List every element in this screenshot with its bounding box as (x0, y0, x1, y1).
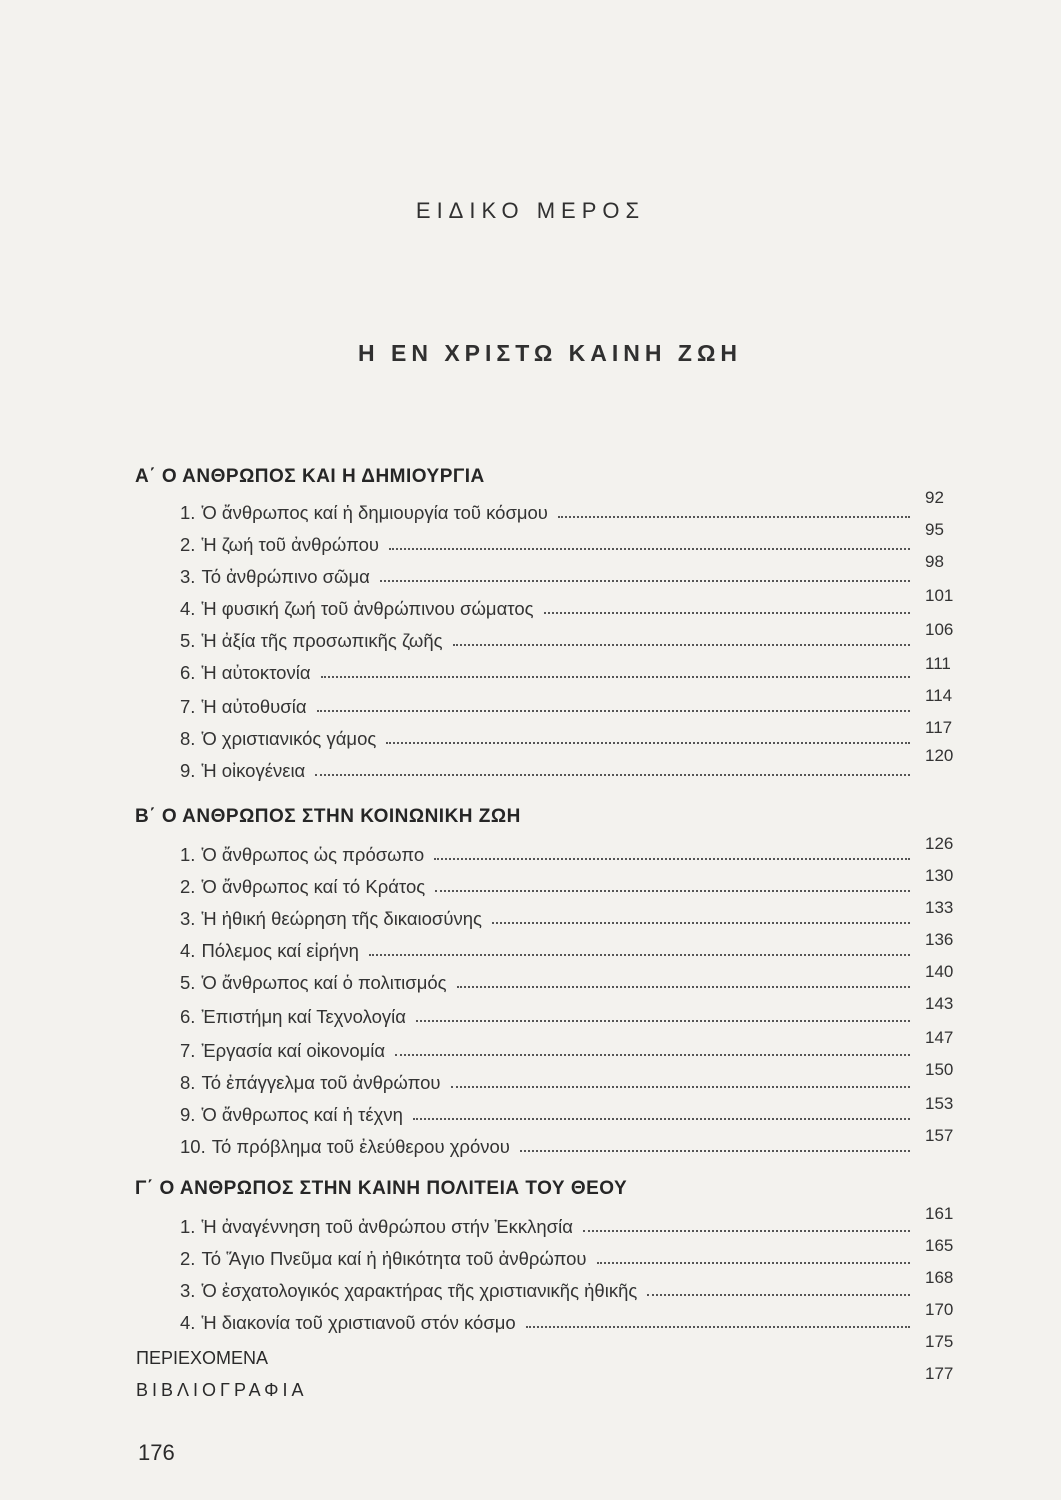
dot-leader (321, 676, 910, 678)
entry-number: 3. (180, 908, 196, 929)
toc-entry (180, 1034, 910, 1062)
entry-page: 143 (925, 994, 954, 1013)
dot-leader (583, 1230, 910, 1232)
entry-title: Ἐργασία καί οἰκονομία (201, 1040, 386, 1061)
toc-entry (180, 1098, 910, 1126)
entry-title: Ἡ αὐτοκτονία (201, 662, 311, 683)
toc-entry (180, 1000, 910, 1028)
dot-leader (453, 644, 910, 646)
toc-entry (180, 1274, 910, 1302)
entry-number: 1. (180, 502, 196, 523)
entry-title: Ἡ ἠθική θεώρηση τῆς δικαιοσύνης (201, 908, 482, 929)
main-heading: Η ΕΝ ΧΡΙΣΤΩ ΚΑΙΝΗ ΖΩΗ (358, 340, 742, 366)
entry-page: 150 (925, 1060, 954, 1079)
entry-page: 117 (925, 718, 953, 737)
page-number: 176 (138, 1440, 175, 1465)
entry-page: 153 (925, 1094, 954, 1113)
entry-title: Ὁ ἐσχατολογικός χαρακτήρας τῆς χριστιανικῆς ἠθικῆς (201, 1280, 638, 1301)
toc-entry (180, 528, 910, 556)
entry-page: 133 (925, 898, 954, 917)
entry-page: 136 (925, 930, 954, 949)
dot-leader (492, 922, 910, 924)
section-title-a: Α΄ Ο ΑΝΘΡΩΠΟΣ ΚΑΙ Η ΔΗΜΙΟΥΡΓΙΑ (135, 466, 485, 487)
entry-number: 5. (180, 630, 196, 651)
entry-number: 10. (180, 1136, 206, 1157)
entry-page: 175 (925, 1332, 954, 1351)
entry-page: 161 (925, 1204, 954, 1223)
entry-title: Ἡ αὐτοθυσία (201, 696, 307, 717)
entry-page: 120 (925, 746, 954, 765)
entry-number: 2. (180, 534, 196, 555)
entry-title: Ἡ φυσική ζωή τοῦ ἀνθρώπινου σώματος (201, 598, 534, 619)
dot-leader (380, 580, 910, 582)
section-title-b: Β΄ Ο ΑΝΘΡΩΠΟΣ ΣΤΗΝ ΚΟΙΝΩΝΙΚΗ ΖΩΗ (135, 806, 521, 827)
entry-number: 2. (180, 1248, 196, 1269)
entry-title: Ἡ ζωή τοῦ ἀνθρώπου (201, 534, 379, 555)
entry-number: 3. (180, 566, 196, 587)
entry-number: 3. (180, 1280, 196, 1301)
entry-page: 130 (925, 866, 954, 885)
entry-number: 8. (180, 1072, 196, 1093)
toc-entry (180, 966, 910, 994)
entry-title: Πόλεμος καί εἰρήνη (201, 940, 359, 961)
toc-entry (180, 902, 910, 930)
entry-title: Τό ἀνθρώπινο σῶμα (201, 566, 370, 587)
entry-title: Τό ἐπάγγελμα τοῦ ἀνθρώπου (201, 1072, 441, 1093)
part-heading: ΕΙΔΙΚΟ ΜΕΡΟΣ (415, 198, 646, 223)
entry-page: 114 (925, 686, 953, 705)
appendix-contents: ΠΕΡΙΕΧΟΜΕΝΑ (136, 1348, 269, 1368)
entry-page: 157 (925, 1126, 954, 1145)
entry-page: 126 (925, 834, 954, 853)
toc-entry (180, 754, 910, 782)
toc-entry (180, 690, 910, 718)
entry-title: Ὁ ἄνθρωπος καί ὁ πολιτισμός (201, 972, 447, 993)
entry-number: 1. (180, 844, 196, 865)
entry-page: 168 (925, 1268, 954, 1287)
entry-number: 5. (180, 972, 196, 993)
entry-page: 101 (925, 586, 954, 605)
dot-leader (647, 1294, 910, 1296)
toc-entry (180, 1130, 910, 1158)
entry-page: 98 (925, 552, 944, 571)
entry-title: Ὁ χριστιανικός γάμος (201, 728, 377, 749)
dot-leader (451, 1086, 910, 1088)
entry-page: 95 (925, 520, 944, 539)
entry-title: Ὁ ἄνθρωπος καί ἡ τέχνη (201, 1104, 403, 1125)
toc-entry (180, 624, 910, 652)
dot-leader (315, 774, 910, 776)
entry-number: 6. (180, 662, 196, 683)
dot-leader (386, 742, 910, 744)
entry-page: 165 (925, 1236, 954, 1255)
toc-entry (180, 1066, 910, 1094)
dot-leader (416, 1020, 910, 1022)
dot-leader (317, 710, 910, 712)
entry-number: 8. (180, 728, 196, 749)
toc-entry (180, 496, 910, 524)
dot-leader (395, 1054, 910, 1056)
entry-number: 9. (180, 760, 196, 781)
toc-entry (180, 1306, 910, 1334)
dot-leader (520, 1150, 910, 1152)
toc-entry (180, 934, 910, 962)
entry-page: 177 (925, 1364, 954, 1383)
section-title-c: Γ΄ Ο ΑΝΘΡΩΠΟΣ ΣΤΗΝ ΚΑΙΝΗ ΠΟΛΙΤΕΙΑ ΤΟΥ ΘΕΟΥ (135, 1178, 628, 1199)
entry-title: Ἡ ἀξία τῆς προσωπικῆς ζωῆς (201, 630, 443, 651)
entry-title: Ὁ ἄνθρωπος καί ἡ δημιουργία τοῦ κόσμου (201, 502, 548, 523)
dot-leader (435, 890, 910, 892)
entry-title: Τό πρόβλημα τοῦ ἐλεύθερου χρόνου (211, 1136, 510, 1157)
toc-entry (180, 1242, 910, 1270)
entry-title: Ὁ ἄνθρωπος καί τό Κράτος (201, 876, 426, 897)
entry-number: 9. (180, 1104, 196, 1125)
entry-title: Ὁ ἄνθρωπος ὡς πρόσωπο (201, 844, 425, 865)
dot-leader (389, 548, 910, 550)
toc-entry (180, 838, 910, 866)
toc-entry (180, 560, 910, 588)
dot-leader (526, 1326, 910, 1328)
toc-entry (180, 870, 910, 898)
entry-title: Ἡ οἰκογένεια (201, 760, 306, 781)
toc-entry (180, 592, 910, 620)
dot-leader (369, 954, 910, 956)
dot-leader (558, 516, 910, 518)
entry-number: 4. (180, 1312, 196, 1333)
entry-number: 7. (180, 1040, 196, 1061)
entry-number: 2. (180, 876, 196, 897)
entry-number: 4. (180, 598, 196, 619)
entry-number: 6. (180, 1006, 196, 1027)
entry-page: 147 (925, 1028, 954, 1047)
dot-leader (597, 1262, 911, 1264)
entry-page: 140 (925, 962, 954, 981)
entry-number: 4. (180, 940, 196, 961)
entry-page: 170 (925, 1300, 954, 1319)
entry-title: Ἡ διακονία τοῦ χριστιανοῦ στόν κόσμο (201, 1312, 516, 1333)
entry-page: 111 (925, 654, 951, 673)
entry-page: 106 (925, 620, 954, 639)
entry-number: 1. (180, 1216, 196, 1237)
dot-leader (434, 858, 910, 860)
toc-entry (180, 656, 910, 684)
entry-title: Τό Ἅγιο Πνεῦμα καί ἡ ἠθικότητα τοῦ ἀνθρώπου (201, 1248, 587, 1269)
entry-page: 92 (925, 488, 944, 507)
entry-number: 7. (180, 696, 196, 717)
entry-title: Ἐπιστήμη καί Τεχνολογία (201, 1006, 406, 1027)
dot-leader (544, 612, 910, 614)
entry-title: Ἡ ἀναγέννηση τοῦ ἀνθρώπου στήν Ἐκκλησία (201, 1216, 573, 1237)
toc-entry (180, 722, 910, 750)
appendix-bibliography: ΒΙΒΛΙΟΓΡΑΦΙΑ (136, 1380, 308, 1400)
dot-leader (457, 986, 910, 988)
dot-leader (413, 1118, 910, 1120)
toc-entry (180, 1210, 910, 1238)
